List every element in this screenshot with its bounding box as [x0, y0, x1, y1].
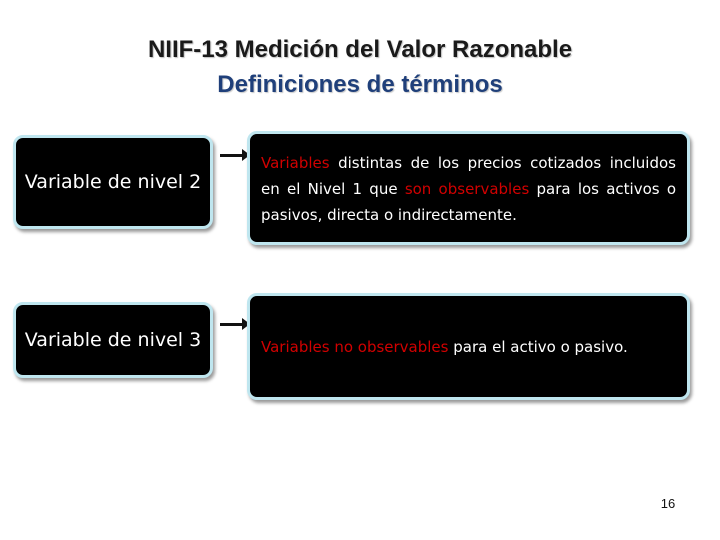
arrow-right-icon — [220, 154, 246, 157]
term-label-level-2: Variable de nivel 2 — [24, 171, 202, 193]
term-box-level-2 — [13, 135, 213, 229]
highlight-variables-no-observables: Variables no observables — [261, 337, 449, 356]
highlight-variables: Variables — [261, 154, 330, 172]
definition-text-part: para el activo o pasivo. — [448, 337, 628, 356]
definition-text-part: para los activos o pasivos, directa o indirectamente. — [261, 180, 676, 224]
highlight-son-observables: son observables — [404, 180, 530, 198]
slide-subtitle: Definiciones de términos — [217, 71, 503, 98]
definition-text-part: distintas de los precios cotizados incluidos en el Nivel 1 que — [261, 154, 676, 198]
definition-text-level-2 — [261, 150, 676, 228]
slide-title: NIIF-13 Medición del Valor Razonable — [147, 36, 573, 63]
definition-box-level-3 — [247, 293, 690, 400]
term-label-level-3: Variable de nivel 3 — [24, 329, 202, 351]
definition-text-level-3 — [261, 334, 628, 360]
definition-box-level-2 — [247, 131, 690, 245]
arrow-right-icon — [220, 323, 246, 326]
page-number: 16 — [660, 496, 676, 511]
term-box-level-3 — [13, 302, 213, 378]
